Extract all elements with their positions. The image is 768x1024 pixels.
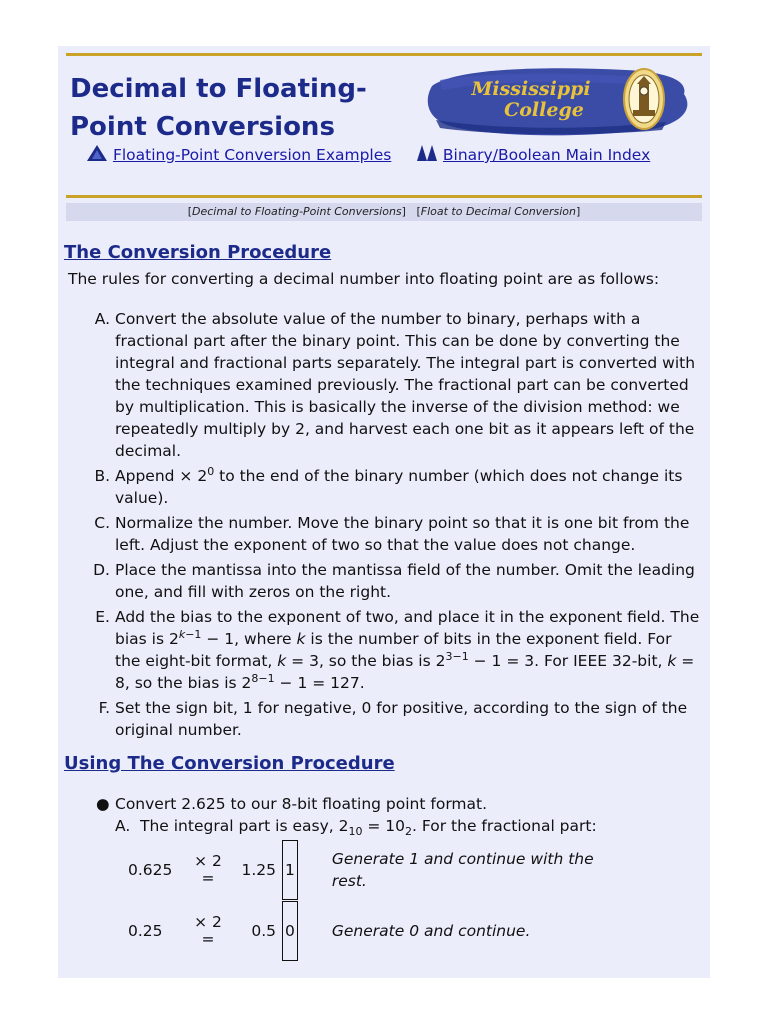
svg-text:College: College [504, 99, 584, 121]
nav-links [86, 144, 686, 168]
generated-bit: 1 [282, 840, 298, 900]
top-gold-rule [66, 53, 702, 56]
procedure-steps [64, 308, 700, 741]
step-d: D. Place the mantissa into the mantissa field of the number. Omit the leading one, and fill with zeros on the right. [93, 561, 695, 601]
section-heading-using-procedure: Using The Conversion Procedure [64, 753, 395, 774]
example-item: ● Convert 2.625 to our 8-bit floating point format. A. The integral part is easy, $2_{10} = 10_2$. For the fractional part: [64, 793, 700, 837]
breadcrumb: [Decimal to Floating-Point Conversions] [Float to Decimal Conversion] [66, 203, 702, 221]
bottom-gold-rule [66, 195, 702, 198]
step-c: C. Normalize the number. Move the binary point so that it is one bit from the left. Adjust the exponent of two so that the value does not change. [94, 514, 690, 554]
example-step-a: A. The integral part is easy, $2_{10} = 10_2$. For the fractional part: [115, 817, 597, 839]
step-b: B. Append × $2^0$ to the end of the binary number (which does not change its value). [94, 464, 683, 507]
section-heading-conversion-procedure: The Conversion Procedure [64, 242, 332, 263]
college-seal-icon [624, 69, 664, 129]
multiplication-table [128, 839, 622, 961]
up-arrow-icon[interactable] [86, 144, 108, 168]
example-list [64, 793, 700, 837]
step-f: F. Set the sign bit, 1 for negative, 0 for positive, according to the sign of the original number. [98, 699, 688, 739]
svg-text:Mississippi: Mississippi [471, 78, 591, 100]
mississippi-college-logo [426, 60, 691, 140]
table-row: 0.25 × 2 = 0.5 0 Generate 0 and continue. [128, 901, 622, 961]
bullet-icon: ● [96, 795, 110, 813]
intro-paragraph: The rules for converting a decimal number into floating point are as follows: [68, 270, 660, 288]
link-binary-boolean-index[interactable]: Binary/Boolean Main Index [442, 146, 651, 164]
step-e: E. Add the bias to the exponent of two, and place it in the exponent field. The bias is $2^{k-1} - 1$, where k is the number of bits in the exponent field. For the eight-bit format, k = 3, so the bias is $2^{3-1} - 1 = 3$. For IEEE 32-bit, k = 8, so the bias is $2^{8-1} - 1 = 127$. [95, 608, 700, 692]
main-content [64, 240, 700, 961]
generated-bit: 0 [282, 901, 298, 961]
double-up-arrow-icon[interactable] [416, 144, 438, 168]
link-floating-point-examples[interactable]: Floating-Point Conversion Examples [112, 146, 392, 164]
page-title: Decimal to Floating-Point Conversions [70, 74, 367, 142]
breadcrumb-item-float-to-decimal[interactable]: Float to Decimal Conversion [420, 205, 576, 218]
breadcrumb-item-decimal-to-float[interactable]: Decimal to Floating-Point Conversions [192, 205, 402, 218]
page-panel [58, 46, 710, 978]
step-a: A. Convert the absolute value of the number to binary, perhaps with a fractional part after the binary point. This can be done by converting the integral and fractional parts separately. The integral part is converted with the techniques examined previously. The fractional part can be converted by multiplication. This is basically the inverse of the division method: we repeatedly multiply by 2, and harvest each one bit as it appears left of the decimal. [94, 310, 696, 460]
table-row: 0.625 × 2 = 1.25 1 Generate 1 and continue with the rest. [128, 839, 622, 901]
